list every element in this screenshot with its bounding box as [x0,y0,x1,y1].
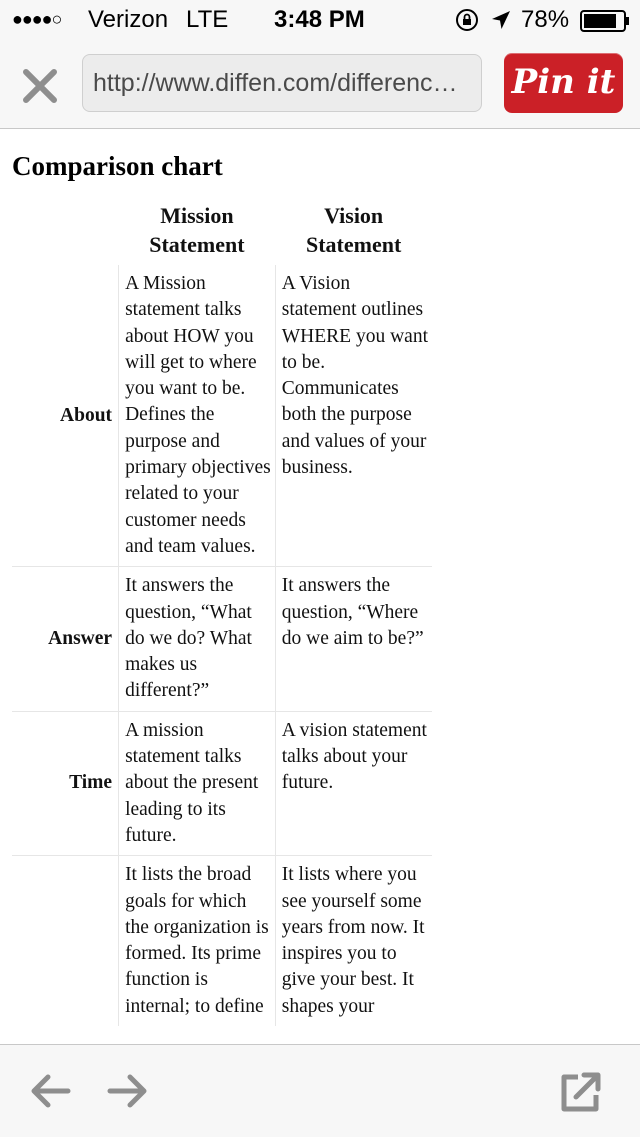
vision-cell: It lists where you see yourself some years from now. It inspires you to give your best. It shapes your [275,856,432,1026]
forward-button[interactable] [106,1069,150,1118]
url-field[interactable]: http://www.diffen.com/differenc… [82,54,482,112]
arrow-right-icon [106,1069,150,1113]
network-type: LTE [186,6,229,33]
browser-toolbar [0,40,640,129]
close-icon [18,64,62,108]
status-time: 3:48 PM [274,6,365,33]
arrow-left-icon [28,1069,72,1113]
row-header [12,856,119,1026]
table-header-row [12,197,432,265]
page-title: Comparison chart [12,151,223,181]
rotation-lock-icon [455,8,479,39]
row-header: About [12,265,119,567]
row-header: Time [12,711,119,855]
battery-percent: 78% [521,6,570,33]
back-button[interactable] [28,1069,72,1118]
vision-cell: A vision statement talks about your future. [275,711,432,855]
page-content [0,129,640,1044]
pin-it-button[interactable]: Pin it [504,53,623,113]
vision-cell: It answers the question, “Where do we aim to be?” [275,567,432,711]
column-header-mission: Mission Statement [149,203,245,257]
table-row [12,265,432,567]
battery-icon [580,10,630,39]
corner-cell [12,197,119,265]
mission-cell: It answers the question, “What do we do? What makes us different?” [119,567,276,711]
mission-cell: A mission statement talks about the present leading to its future. [119,711,276,855]
share-button[interactable] [558,1069,604,1120]
table-row [12,856,432,1026]
share-external-icon [558,1069,604,1115]
table-row [12,567,432,711]
vision-cell: A Vision statement outlines WHERE you want to be. Communicates both the purpose and values of your business. [275,265,432,567]
location-arrow-icon [490,9,512,38]
table-row [12,711,432,855]
mission-cell: A Mission statement talks about HOW you will get to where you want to be. Defines the purpose and primary objectives related to your customer needs and team values. [119,265,276,567]
comparison-table [12,197,432,1026]
mission-cell: It lists the broad goals for which the organization is formed. Its prime function is internal; to define [119,856,276,1026]
bottom-toolbar [0,1044,640,1137]
status-bar [0,0,640,40]
column-header-vision: Vision Statement [305,203,402,257]
carrier-name: Verizon [88,6,169,33]
close-button[interactable] [18,64,62,108]
row-header: Answer [12,567,119,711]
signal-strength: ●●●●○ [12,9,62,29]
